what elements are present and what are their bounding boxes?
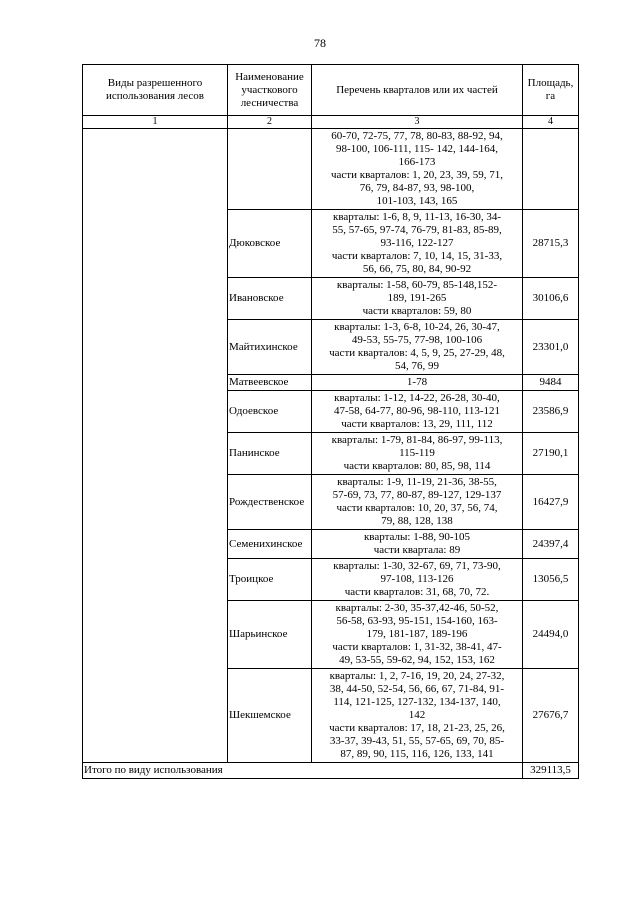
forest-use-table [82, 64, 579, 779]
table-row [83, 129, 579, 210]
quarters-line: кварталы: 1-88, 90-105 [363, 531, 471, 543]
total-row [83, 763, 579, 779]
forestry-name-cell: Матвеевское [228, 375, 312, 391]
quarters-line: 114, 121-125, 127-132, 134-137, 140, [333, 696, 501, 708]
quarters-line: 97-108, 113-126 [380, 573, 454, 585]
quarters-line: части кварталов: 17, 18, 21-23, 25, 26, [329, 722, 505, 734]
table-body [83, 129, 579, 763]
quarters-line: 142 [408, 709, 426, 721]
header-forestry-name: Наименование участкового лесничества [228, 65, 312, 116]
forestry-name-cell: Дюковское [228, 210, 312, 278]
column-number: 4 [523, 116, 579, 129]
quarters-line: 47-58, 64-77, 80-96, 98-110, 113-121 [334, 405, 500, 417]
quarters-line: части кварталов: 4, 5, 9, 25, 27-29, 48, [329, 347, 505, 359]
quarters-line: 56, 66, 75, 80, 84, 90-92 [362, 263, 472, 275]
forestry-name-cell: Ивановское [228, 278, 312, 320]
quarters-list-cell [312, 530, 523, 559]
quarters-line: кварталы: 1-30, 32-67, 69, 71, 73-90, [333, 560, 501, 572]
quarters-line: 76, 79, 84-87, 93, 98-100, [359, 182, 475, 194]
area-cell: 24494,0 [523, 601, 579, 669]
quarters-line: 93-116, 122-127 [380, 237, 454, 249]
header-quarters-list: Перечень кварталов или их частей [312, 65, 523, 116]
forestry-name-cell: Панинское [228, 433, 312, 475]
area-cell: 27676,7 [523, 669, 579, 763]
forestry-name-cell: Троицкое [228, 559, 312, 601]
area-cell: 28715,3 [523, 210, 579, 278]
quarters-line: 54, 76, 99 [395, 360, 439, 372]
quarters-line: части кварталов: 80, 85, 98, 114 [343, 460, 491, 472]
quarters-list-cell [312, 475, 523, 530]
quarters-line: кварталы: 1-12, 14-22, 26-28, 30-40, [334, 392, 500, 404]
quarters-line: 98-100, 106-111, 115- 142, 144-164, [336, 143, 498, 155]
header-row [83, 65, 579, 116]
quarters-list-cell [312, 669, 523, 763]
quarters-line: 33-37, 39-43, 51, 55, 57-65, 69, 70, 85- [329, 735, 505, 747]
quarters-line: 101-103, 143, 165 [376, 195, 458, 207]
quarters-line: 60-70, 72-75, 77, 78, 80-83, 88-92, 94, [331, 130, 503, 142]
quarters-line: 49, 53-55, 59-62, 94, 152, 153, 162 [339, 654, 495, 666]
header-use-type: Виды разрешенного использования лесов [83, 65, 228, 116]
quarters-line: части квартала: 89 [373, 544, 461, 556]
quarters-line: 87, 89, 90, 115, 116, 126, 133, 141 [340, 748, 494, 760]
forestry-name-cell: Семенихинское [228, 530, 312, 559]
area-cell: 30106,6 [523, 278, 579, 320]
quarters-line: 55, 57-65, 97-74, 76-79, 81-83, 85-89, [332, 224, 502, 236]
quarters-line: 49-53, 55-75, 77-98, 100-106 [351, 334, 483, 346]
quarters-line: 38, 44-50, 52-54, 56, 66, 67, 71-84, 91- [329, 683, 505, 695]
area-cell [523, 129, 579, 210]
header-area: Площадь, га [523, 65, 579, 116]
area-cell: 13056,5 [523, 559, 579, 601]
quarters-line: части кварталов: 7, 10, 14, 15, 31-33, [331, 250, 503, 262]
quarters-line: 166-173 [398, 156, 436, 168]
total-label: Итого по виду использования [83, 763, 523, 779]
quarters-list-cell [312, 129, 523, 210]
quarters-line: 57-69, 73, 77, 80-87, 89-127, 129-137 [332, 489, 502, 501]
quarters-line: кварталы: 2-30, 35-37,42-46, 50-52, [335, 602, 499, 614]
quarters-line: 115-119 [399, 447, 435, 459]
column-number: 1 [83, 116, 228, 129]
forestry-name-cell [228, 129, 312, 210]
quarters-list-cell [312, 601, 523, 669]
quarters-line: кварталы: 1-9, 11-19, 21-36, 38-55, [337, 476, 497, 488]
quarters-line: части кварталов: 10, 20, 37, 56, 74, [336, 502, 498, 514]
quarters-list-cell [312, 559, 523, 601]
area-cell: 16427,9 [523, 475, 579, 530]
area-cell: 27190,1 [523, 433, 579, 475]
area-cell: 24397,4 [523, 530, 579, 559]
quarters-line: кварталы: 1-3, 6-8, 10-24, 26, 30-47, [334, 321, 500, 333]
forestry-name-cell: Шарьинское [228, 601, 312, 669]
total-area: 329113,5 [523, 763, 579, 779]
quarters-line: кварталы: 1-6, 8, 9, 11-13, 16-30, 34- [333, 211, 501, 223]
quarters-line: части кварталов: 1, 31-32, 38-41, 47- [332, 641, 502, 653]
forestry-name-cell: Рождественское [228, 475, 312, 530]
quarters-line: части кварталов: 1, 20, 23, 39, 59, 71, [330, 169, 504, 181]
column-number: 2 [228, 116, 312, 129]
area-cell: 23586,9 [523, 391, 579, 433]
quarters-line: 189, 191-265 [387, 292, 447, 304]
quarters-line: 1-78 [406, 376, 428, 388]
page-number: 78 [314, 36, 326, 50]
quarters-list-cell [312, 320, 523, 375]
quarters-line: 79, 88, 128, 138 [381, 515, 453, 527]
forestry-name-cell: Майтихинское [228, 320, 312, 375]
quarters-line: 56-58, 63-93, 95-151, 154-160, 163- [336, 615, 498, 627]
column-number-row [83, 116, 579, 129]
area-cell: 9484 [523, 375, 579, 391]
use-type-cell [83, 129, 228, 763]
column-number: 3 [312, 116, 523, 129]
quarters-line: кварталы: 1-58, 60-79, 85-148,152- [336, 279, 498, 291]
quarters-line: кварталы: 1-79, 81-84, 86-97, 99-113, [331, 434, 503, 446]
quarters-line: 179, 181-187, 189-196 [366, 628, 468, 640]
quarters-line: части кварталов: 59, 80 [362, 305, 472, 317]
forestry-name-cell: Шекшемское [228, 669, 312, 763]
quarters-list-cell [312, 210, 523, 278]
quarters-list-cell [312, 375, 523, 391]
quarters-list-cell [312, 433, 523, 475]
area-cell: 23301,0 [523, 320, 579, 375]
quarters-list-cell [312, 391, 523, 433]
quarters-list-cell [312, 278, 523, 320]
forestry-name-cell: Одоевское [228, 391, 312, 433]
quarters-line: части кварталов: 31, 68, 70, 72. [344, 586, 490, 598]
quarters-line: кварталы: 1, 2, 7-16, 19, 20, 24, 27-32, [329, 670, 505, 682]
quarters-line: части кварталов: 13, 29, 111, 112 [341, 418, 493, 430]
